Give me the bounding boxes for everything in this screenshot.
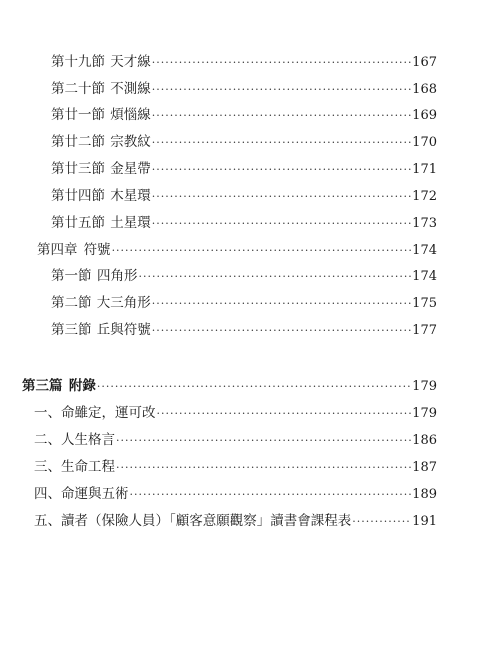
appendix-title: 二、人生格言 bbox=[34, 432, 115, 448]
section-title: 丘與符號 bbox=[96, 322, 151, 338]
page-number: 167 bbox=[412, 55, 437, 70]
section-title: 不測線 bbox=[110, 81, 151, 97]
appendix-title: 三、生命工程 bbox=[34, 459, 115, 475]
section-number: 第十九節 bbox=[51, 54, 105, 70]
toc-entry-part-3[interactable] bbox=[22, 377, 437, 396]
toc-entry-section-20[interactable] bbox=[51, 80, 437, 99]
page-number: 174 bbox=[412, 243, 437, 258]
section-number: 第三節 bbox=[51, 322, 92, 338]
section-number: 第二節 bbox=[51, 295, 92, 311]
toc-entry-section-3[interactable] bbox=[51, 321, 437, 340]
dot-leader bbox=[352, 513, 411, 531]
dot-leader bbox=[152, 322, 411, 340]
dot-leader bbox=[152, 134, 411, 152]
toc-entry-section-2[interactable] bbox=[51, 294, 437, 313]
toc-entry-section-19[interactable] bbox=[51, 53, 437, 72]
section-number: 第廿一節 bbox=[51, 107, 105, 123]
toc-entry-section-24[interactable] bbox=[51, 187, 437, 206]
section-title: 煩惱線 bbox=[110, 107, 151, 123]
toc-entry-appendix-2[interactable] bbox=[34, 431, 437, 450]
section-title: 金星帶 bbox=[110, 161, 151, 177]
part-number: 第三篇 bbox=[22, 378, 63, 394]
section-title: 木星環 bbox=[110, 188, 151, 204]
toc-entry-appendix-5[interactable] bbox=[34, 512, 437, 531]
dot-leader bbox=[139, 268, 412, 286]
page-number: 169 bbox=[412, 108, 437, 123]
section-title: 宗教紋 bbox=[110, 134, 151, 150]
toc-entry-section-1[interactable] bbox=[51, 267, 437, 286]
dot-leader bbox=[152, 81, 411, 99]
toc-entry-section-23[interactable] bbox=[51, 160, 437, 179]
part-title: 附錄 bbox=[68, 378, 96, 394]
dot-leader bbox=[157, 405, 412, 423]
toc-entry-section-21[interactable] bbox=[51, 106, 437, 125]
dot-leader bbox=[116, 432, 411, 450]
toc-entry-appendix-4[interactable] bbox=[34, 485, 437, 504]
page-number: 173 bbox=[412, 216, 437, 231]
section-number: 第廿二節 bbox=[51, 134, 105, 150]
section-number: 第廿五節 bbox=[51, 215, 105, 231]
page-number: 171 bbox=[412, 162, 437, 177]
dot-leader bbox=[152, 188, 411, 206]
page-number: 179 bbox=[412, 379, 437, 394]
page-number: 174 bbox=[412, 269, 437, 284]
page-number: 168 bbox=[412, 82, 437, 97]
chapter-number: 第四章 bbox=[37, 242, 78, 258]
section-number: 第二十節 bbox=[51, 81, 105, 97]
page-number: 175 bbox=[412, 296, 437, 311]
page-number: 172 bbox=[412, 189, 437, 204]
page-number: 170 bbox=[412, 135, 437, 150]
page-number: 189 bbox=[412, 487, 437, 502]
section-title: 天才線 bbox=[110, 54, 151, 70]
dot-leader bbox=[130, 486, 412, 504]
section-title: 大三角形 bbox=[96, 295, 151, 311]
dot-leader bbox=[112, 242, 412, 260]
toc-entry-chapter-4[interactable] bbox=[37, 241, 437, 260]
dot-leader bbox=[152, 161, 411, 179]
page-number: 187 bbox=[412, 460, 437, 475]
section-number: 第一節 bbox=[51, 268, 92, 284]
toc-entry-section-22[interactable] bbox=[51, 133, 437, 152]
section-number: 第廿三節 bbox=[51, 161, 105, 177]
page-number: 179 bbox=[412, 406, 437, 421]
appendix-title: 四、命運與五術 bbox=[34, 486, 129, 502]
page-number: 177 bbox=[412, 323, 437, 338]
section-number: 第廿四節 bbox=[51, 188, 105, 204]
toc-entry-appendix-3[interactable] bbox=[34, 458, 437, 477]
page-number: 191 bbox=[412, 514, 437, 529]
appendix-title: 五、讀者（保險人員）「顧客意願觀察」讀書會課程表 bbox=[34, 513, 352, 529]
toc-entry-appendix-1[interactable] bbox=[34, 404, 437, 423]
dot-leader bbox=[152, 54, 411, 72]
appendix-title: 一、命雖定，運可改 bbox=[34, 405, 156, 421]
toc-entry-section-25[interactable] bbox=[51, 214, 437, 233]
dot-leader bbox=[152, 295, 411, 313]
section-title: 四角形 bbox=[97, 268, 138, 284]
dot-leader bbox=[152, 215, 411, 233]
page-number: 186 bbox=[412, 433, 437, 448]
dot-leader bbox=[97, 378, 411, 396]
dot-leader bbox=[116, 459, 411, 477]
chapter-title: 符號 bbox=[83, 242, 111, 258]
section-title: 土星環 bbox=[110, 215, 151, 231]
dot-leader bbox=[152, 107, 411, 125]
